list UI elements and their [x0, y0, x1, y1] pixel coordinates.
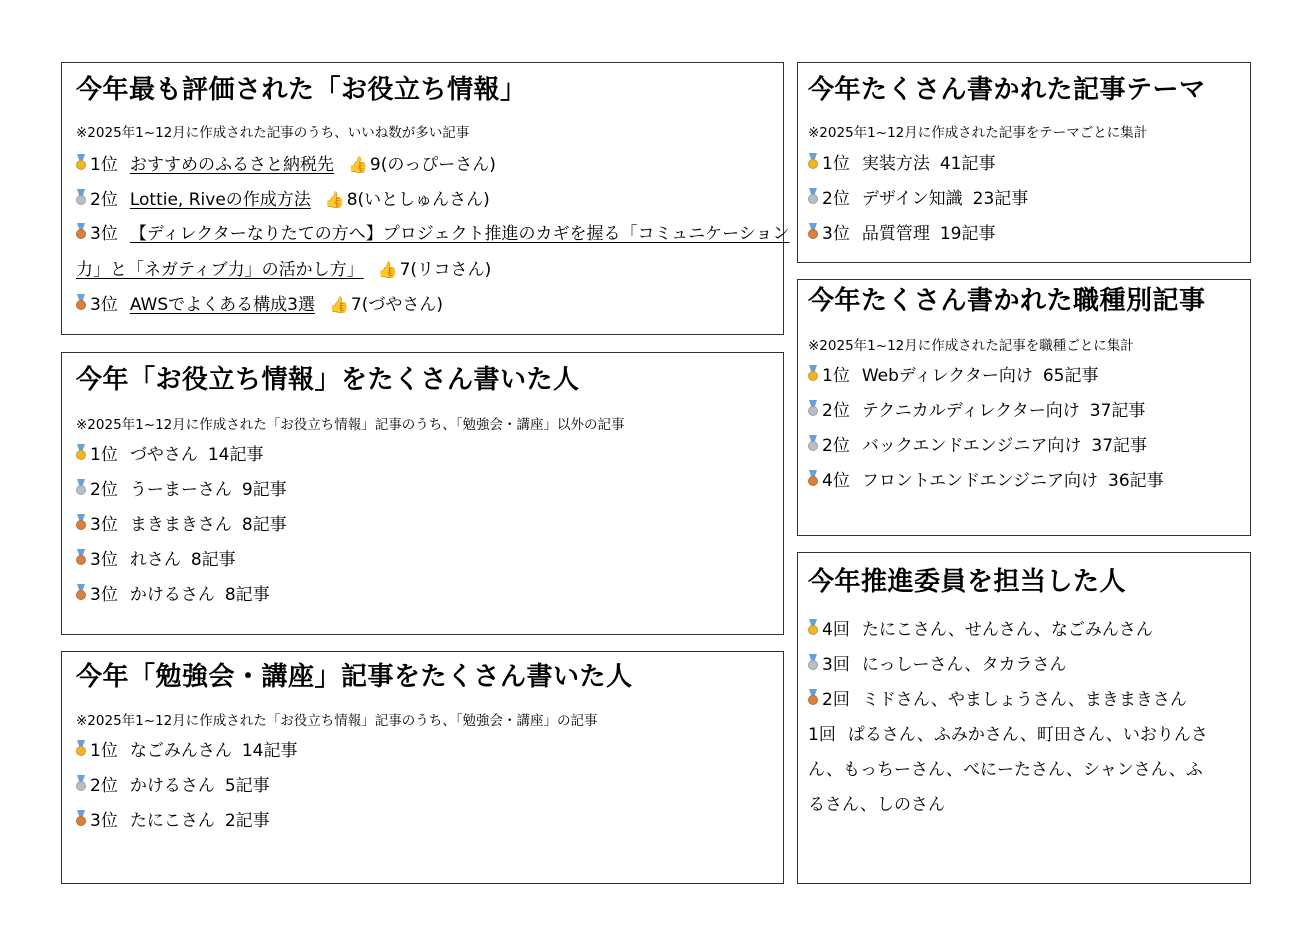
list-item: 2位 デザイン知識 23記事: [808, 182, 1028, 217]
list-item: 1位 実装方法 41記事: [808, 147, 1028, 182]
list-item: 3回 にっしーさん、タカラさん: [808, 648, 1208, 683]
list-item: 2位 テクニカルディレクター向け 37記事: [808, 394, 1164, 429]
list-item: 3位 【ディレクターなりたての方へ】プロジェクト推進のカギを握る「コミュニケーション: [76, 217, 789, 252]
thumbs-up-icon: 👍: [328, 295, 349, 314]
list-item: 3位 品質管理 19記事: [808, 217, 1028, 252]
list-item: 2位 Lottie, Riveの作成方法 👍 8(いとしゅんさん): [76, 182, 789, 217]
silver-medal-icon: [808, 435, 818, 454]
list-item: 1回 ぱるさん、ふみかさん、町田さん、いおりんさん、もっちーさん、べにーたさん、シャンさん、ふるさん、しのさん: [808, 725, 1208, 815]
list-item: 3位 かけるさん 8記事: [76, 578, 287, 613]
bronze-medal-icon: [76, 549, 86, 568]
panel-job-categories: [797, 279, 1251, 536]
panel-top-useful-info: [61, 62, 790, 335]
list-item: 2位 かけるさん 5記事: [76, 769, 297, 804]
list-item: 2位 うーまーさん 9記事: [76, 473, 287, 508]
list-item: 1位 Webディレクター向け 65記事: [808, 359, 1164, 394]
list-item: 1位 おすすめのふるさと納税先 👍 9(のっぴーさん): [76, 147, 789, 182]
bronze-medal-icon: [76, 514, 86, 533]
gold-medal-icon: [808, 619, 818, 638]
list-item: 3位 AWSでよくある構成3選 👍 7(づやさん): [76, 287, 789, 322]
list-item: 2位 バックエンドエンジニア向け 37記事: [808, 429, 1164, 464]
silver-medal-icon: [76, 479, 86, 498]
bronze-medal-icon: [76, 223, 86, 242]
panel-title: 今年たくさん書かれた記事テーマ: [808, 75, 1206, 105]
bronze-medal-icon: [808, 689, 818, 708]
thumbs-up-icon: 👍: [377, 260, 398, 279]
thumbs-up-icon: 👍: [348, 155, 368, 174]
article-link[interactable]: 力」と「ネガティブ力」の活かし方」: [76, 260, 364, 280]
list-item: 3位 まきまきさん 8記事: [76, 508, 287, 543]
bronze-medal-icon: [808, 470, 818, 489]
panel-note: ※2025年1~12月に作成された記事を職種ごとに集計: [808, 338, 1134, 354]
article-link[interactable]: おすすめのふるさと納税先: [129, 155, 334, 175]
list-item-continued: 力」と「ネガティブ力」の活かし方」 👍 7(リコさん): [76, 252, 789, 287]
silver-medal-icon: [808, 400, 818, 419]
silver-medal-icon: [808, 654, 818, 673]
article-link[interactable]: AWSでよくある構成3選: [129, 295, 315, 315]
panel-title: 今年推進委員を担当した人: [808, 567, 1127, 597]
bronze-medal-icon: [808, 223, 818, 242]
bronze-medal-icon: [76, 810, 86, 829]
bronze-medal-icon: [76, 584, 86, 603]
list-item: 3位 たにこさん 2記事: [76, 804, 297, 839]
list-item: 3位 れさん 8記事: [76, 543, 287, 578]
list-item: 4回 たにこさん、せんさん、なごみんさん: [808, 613, 1208, 648]
silver-medal-icon: [76, 775, 86, 794]
list-item: 1位 なごみんさん 14記事: [76, 734, 297, 769]
bronze-medal-icon: [76, 294, 86, 313]
panel-study-writers: [61, 651, 784, 884]
panel-title: 今年「お役立ち情報」をたくさん書いた人: [76, 365, 580, 395]
gold-medal-icon: [76, 444, 86, 463]
panel-article-themes: [797, 62, 1251, 263]
panel-note: ※2025年1~12月に作成された「お役立ち情報」記事のうち、「勉強会・講座」以外の記事: [76, 417, 625, 433]
article-link[interactable]: 【ディレクターなりたての方へ】プロジェクト推進のカギを握る「コミュニケーション: [129, 224, 790, 244]
gold-medal-icon: [808, 365, 818, 384]
panel-note: ※2025年1~12月に作成された記事をテーマごとに集計: [808, 125, 1148, 141]
panel-note: ※2025年1~12月に作成された「お役立ち情報」記事のうち、「勉強会・講座」の記事: [76, 713, 598, 729]
gold-medal-icon: [76, 154, 86, 173]
silver-medal-icon: [76, 189, 86, 208]
panel-top-writers: [61, 352, 784, 635]
list-item: 2回 ミドさん、やましょうさん、まきまきさん: [808, 683, 1208, 718]
article-link[interactable]: Lottie, Riveの作成方法: [129, 190, 311, 210]
list-item: 1位 づやさん 14記事: [76, 438, 287, 473]
panel-committee-members: [797, 552, 1251, 884]
thumbs-up-icon: 👍: [324, 190, 345, 209]
gold-medal-icon: [76, 740, 86, 759]
panel-title: 今年最も評価された「お役立ち情報」: [76, 75, 527, 105]
panel-title: 今年「勉強会・講座」記事をたくさん書いた人: [76, 662, 633, 692]
panel-title: 今年たくさん書かれた職種別記事: [808, 286, 1206, 316]
gold-medal-icon: [808, 153, 818, 172]
list-item: 4位 フロントエンドエンジニア向け 36記事: [808, 464, 1164, 499]
panel-note: ※2025年1~12月に作成された記事のうち、いいね数が多い記事: [76, 125, 470, 141]
silver-medal-icon: [808, 188, 818, 207]
